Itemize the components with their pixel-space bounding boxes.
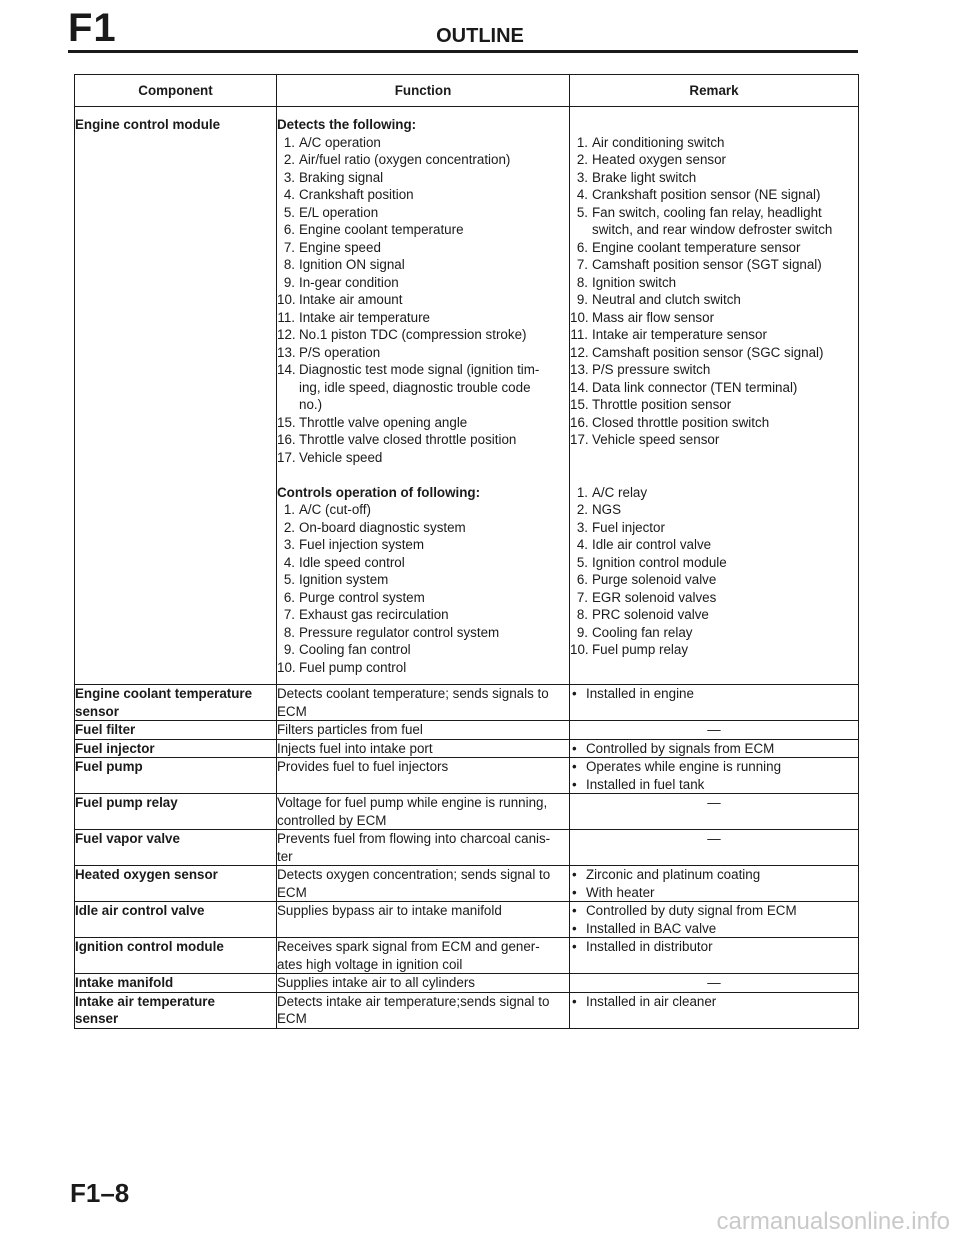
function-line: Detects coolant temperature; sends signals to — [277, 686, 549, 701]
item-number: 11. — [277, 309, 295, 325]
item-text: Neutral and clutch switch — [592, 292, 741, 307]
item-number: 10. — [570, 642, 589, 657]
remark-list-item — [570, 169, 858, 187]
item-text: Ignition switch — [592, 274, 677, 290]
remark-list-item — [570, 379, 858, 397]
function-list-item — [277, 239, 569, 257]
function-list-item — [277, 536, 569, 554]
function-list-item — [277, 641, 569, 659]
function-cell — [277, 794, 570, 830]
item-text: Brake light switch — [592, 169, 697, 185]
page-title: OUTLINE — [436, 25, 524, 47]
item-number: 3. — [283, 169, 295, 185]
item-number: 8. — [576, 274, 588, 290]
item-number: 12. — [277, 327, 296, 342]
component-cell — [75, 739, 277, 758]
item-text: Idle air control valve — [592, 537, 712, 552]
function-list-item — [277, 256, 569, 274]
item-text: no.) — [299, 397, 323, 412]
remark-list-item — [570, 624, 858, 642]
item-number: 8. — [283, 257, 295, 272]
function-cell — [277, 866, 570, 902]
column-header-function: Function — [277, 75, 570, 107]
remark-list-item — [570, 589, 858, 607]
function-cell — [277, 739, 570, 758]
page-number: F1–8 — [70, 1178, 130, 1208]
function-line: ECM — [277, 703, 307, 719]
function-list-item — [277, 344, 569, 362]
item-number: 2. — [283, 152, 295, 167]
column-header-component: Component — [75, 75, 277, 107]
item-text: E/L operation — [299, 204, 379, 220]
table-row — [75, 866, 859, 902]
function-cell — [277, 758, 570, 794]
table-row — [75, 938, 859, 974]
remark-text: Zirconic and platinum coating — [586, 867, 761, 882]
function-list-item — [277, 186, 569, 204]
item-text: Engine coolant temperature — [299, 222, 464, 237]
item-number: 15. — [570, 397, 589, 412]
function-list-item — [277, 309, 569, 327]
item-number: 9. — [576, 292, 588, 307]
remark-dash: — — [707, 975, 721, 990]
item-number — [277, 396, 299, 414]
table-row — [75, 758, 859, 794]
remark-list-item — [570, 134, 858, 152]
table-header-row — [75, 75, 859, 107]
function-cell — [277, 902, 570, 938]
function-cell — [277, 830, 570, 866]
function-list-item — [277, 624, 569, 642]
item-number: 4. — [283, 187, 295, 202]
item-text: ing, idle speed, diagnostic trouble code — [299, 379, 531, 395]
component-cell — [75, 721, 277, 740]
item-number: 5. — [576, 554, 588, 570]
component-line: Intake manifold — [75, 975, 174, 990]
function-list-item — [277, 221, 569, 239]
remark-bullet-item — [570, 740, 858, 758]
remark-list-item — [570, 641, 858, 659]
item-text: Ignition ON signal — [299, 257, 405, 272]
remark-cell — [570, 992, 859, 1028]
function-list-item — [277, 606, 569, 624]
item-number: 7. — [576, 257, 588, 272]
remark-list-item — [570, 571, 858, 589]
component-cell — [75, 992, 277, 1028]
item-text: Idle speed control — [299, 554, 405, 570]
item-text: Air conditioning switch — [592, 134, 725, 150]
item-text: Engine speed — [299, 239, 381, 255]
function-list-item — [277, 379, 569, 397]
remark-text: Installed in distributor — [586, 939, 713, 954]
remark-list-item — [570, 501, 858, 519]
component-line: Fuel filter — [75, 722, 136, 737]
detects-heading: Detects the following: — [277, 117, 417, 132]
item-text: Exhaust gas recirculation — [299, 607, 449, 622]
remark-text: Installed in air cleaner — [586, 993, 717, 1009]
remark-bullet-item — [570, 938, 858, 956]
remark-list-item — [570, 536, 858, 554]
component-line: Fuel pump relay — [75, 795, 178, 810]
item-number: 14. — [277, 362, 296, 377]
remark-bullet-item — [570, 758, 858, 776]
item-number: 13. — [570, 362, 589, 377]
item-text: Purge solenoid valve — [592, 572, 717, 587]
remark-list-item — [570, 256, 858, 274]
component-line: Ignition control module — [75, 939, 224, 954]
remark-list-item — [570, 274, 858, 292]
function-list-item — [277, 501, 569, 519]
component-line: Fuel vapor valve — [75, 831, 180, 846]
function-line: Supplies intake air to all cylinders — [277, 975, 475, 990]
item-text: A/C relay — [592, 484, 648, 500]
item-text: Fuel pump control — [299, 659, 407, 675]
item-number: 14. — [570, 379, 589, 395]
function-line: Injects fuel into intake port — [277, 740, 433, 756]
title-rule — [68, 50, 858, 53]
bullet-icon: • — [572, 939, 577, 954]
remark-list-item — [570, 151, 858, 169]
function-list-item — [277, 274, 569, 292]
table-row-ecm — [75, 107, 859, 685]
function-list-item — [277, 414, 569, 432]
item-text: Intake air temperature — [299, 309, 430, 325]
function-list-item — [277, 571, 569, 589]
item-text: Mass air flow sensor — [592, 309, 715, 325]
item-number: 12. — [570, 344, 589, 360]
item-number: 2. — [576, 152, 588, 167]
function-line: Receives spark signal from ECM and gener- — [277, 939, 540, 954]
remark-text: Installed in BAC valve — [586, 920, 717, 936]
component-cell — [75, 830, 277, 866]
function-list-item — [277, 396, 569, 414]
remark-list-item — [570, 239, 858, 257]
remark-bullet-item — [570, 884, 858, 902]
remark-text: Installed in fuel tank — [586, 776, 705, 792]
item-number: 11. — [570, 327, 588, 342]
item-text: Crankshaft position — [299, 187, 414, 202]
item-number: 3. — [283, 537, 295, 552]
remark-list-item — [570, 554, 858, 572]
item-text: Intake air amount — [299, 292, 403, 307]
remark-text: With heater — [586, 884, 655, 900]
component-cell — [75, 685, 277, 721]
function-list-item — [277, 169, 569, 187]
item-text: EGR solenoid valves — [592, 589, 717, 605]
item-number: 9. — [283, 642, 295, 657]
spacer — [570, 116, 858, 134]
component-cell — [75, 758, 277, 794]
table-row — [75, 794, 859, 830]
remark-cell — [570, 107, 859, 685]
item-number: 4. — [576, 187, 588, 202]
component-cell — [75, 902, 277, 938]
function-line: controlled by ECM — [277, 812, 387, 828]
bullet-icon: • — [572, 759, 577, 774]
function-list-item — [277, 449, 569, 467]
item-number: 8. — [576, 607, 588, 622]
remark-bullet-item — [570, 866, 858, 884]
item-number: 4. — [576, 537, 588, 552]
item-text: Vehicle speed sensor — [592, 432, 720, 447]
item-number: 6. — [576, 572, 588, 587]
remark-cell — [570, 794, 859, 830]
remark-cell — [570, 721, 859, 740]
function-list-item — [277, 659, 569, 677]
bullet-icon: • — [572, 884, 577, 900]
item-number: 16. — [570, 414, 589, 430]
item-number — [570, 221, 592, 239]
item-text: Purge control system — [299, 589, 425, 605]
spacer — [570, 466, 858, 484]
remark-list-item — [570, 484, 858, 502]
remark-list-item — [570, 361, 858, 379]
bullet-icon: • — [572, 740, 577, 756]
remark-list-item — [570, 396, 858, 414]
remark-bullet-item — [570, 993, 858, 1011]
spacer — [570, 449, 858, 467]
item-text: Fan switch, cooling fan relay, headlight — [592, 204, 822, 220]
item-number: 17. — [277, 449, 296, 465]
item-number: 6. — [283, 222, 295, 237]
remark-text: Controlled by duty signal from ECM — [586, 903, 797, 918]
remark-cell — [570, 830, 859, 866]
remark-list-item — [570, 309, 858, 327]
remark-list-item — [570, 291, 858, 309]
item-number: 6. — [576, 239, 588, 255]
function-list-item — [277, 431, 569, 449]
item-text: Heated oxygen sensor — [592, 152, 726, 167]
component-cell — [75, 974, 277, 993]
component-line: Engine coolant temperature — [75, 686, 253, 701]
remark-bullet-item — [570, 920, 858, 938]
remark-list-item — [570, 221, 858, 239]
item-number — [277, 379, 299, 397]
item-text: Intake air temperature sensor — [592, 327, 767, 342]
item-number: 5. — [283, 572, 295, 587]
remark-cell — [570, 938, 859, 974]
function-cell — [277, 974, 570, 993]
item-text: Pressure regulator control system — [299, 624, 500, 640]
item-number: 9. — [283, 274, 295, 290]
item-text: P/S operation — [299, 344, 381, 360]
remark-list-item — [570, 414, 858, 432]
item-text: A/C operation — [299, 134, 381, 150]
item-number: 8. — [283, 624, 295, 640]
item-number: 3. — [576, 519, 588, 535]
component-cell — [75, 866, 277, 902]
item-number: 1. — [283, 134, 295, 150]
remark-text: Operates while engine is running — [586, 759, 782, 774]
table-row — [75, 721, 859, 740]
section-code: F1 — [68, 6, 117, 50]
item-text: Fuel injection system — [299, 537, 425, 552]
function-line: Filters particles from fuel — [277, 722, 423, 737]
table-row — [75, 739, 859, 758]
function-cell — [277, 685, 570, 721]
item-text: Engine coolant temperature sensor — [592, 239, 801, 255]
component-line: Heated oxygen sensor — [75, 867, 218, 882]
item-text: P/S pressure switch — [592, 362, 711, 377]
item-number: 3. — [576, 169, 588, 185]
item-number: 17. — [570, 432, 589, 447]
remark-dash: — — [707, 722, 721, 737]
function-line: ter — [277, 848, 293, 864]
item-text: Fuel injector — [592, 519, 665, 535]
remark-list-item — [570, 344, 858, 362]
item-text: Data link connector (TEN terminal) — [592, 379, 798, 395]
item-text: Ignition control module — [592, 554, 727, 570]
item-number: 7. — [283, 239, 295, 255]
function-line: Detects intake air temperature;sends signal to — [277, 993, 550, 1009]
function-line: Detects oxygen concentration; sends signal to — [277, 867, 551, 882]
component-line: Fuel pump — [75, 759, 143, 774]
item-text: Ignition system — [299, 572, 389, 587]
function-cell — [277, 992, 570, 1028]
remark-bullet-item — [570, 776, 858, 794]
controls-heading: Controls operation of following: — [277, 484, 481, 500]
item-number: 2. — [576, 502, 588, 517]
table-row — [75, 992, 859, 1028]
item-number: 13. — [277, 344, 296, 360]
spacer — [277, 466, 569, 484]
item-text: Braking signal — [299, 169, 384, 185]
item-number: 1. — [576, 134, 588, 150]
function-list-item — [277, 291, 569, 309]
item-text: Crankshaft position sensor (NE signal) — [592, 187, 821, 202]
function-line: Voltage for fuel pump while engine is running, — [277, 795, 548, 810]
item-number: 7. — [576, 589, 588, 605]
bullet-icon: • — [572, 993, 577, 1009]
function-line: ECM — [277, 884, 307, 900]
item-text: Throttle position sensor — [592, 397, 732, 412]
component-line: Fuel injector — [75, 740, 155, 756]
item-text: Cooling fan relay — [592, 624, 693, 640]
remark-cell — [570, 866, 859, 902]
item-number: 1. — [283, 502, 295, 517]
remark-list-item — [570, 204, 858, 222]
item-text: Cooling fan control — [299, 642, 411, 657]
remark-bullet-item — [570, 685, 858, 703]
item-number: 10. — [277, 659, 296, 675]
remark-list-item — [570, 186, 858, 204]
item-text: NGS — [592, 502, 622, 517]
remark-text: Installed in engine — [586, 686, 694, 701]
component-line: Intake air temperature — [75, 993, 215, 1009]
function-list-item — [277, 204, 569, 222]
item-text: Fuel pump relay — [592, 642, 689, 657]
component-line: Idle air control valve — [75, 903, 205, 918]
component-cell — [75, 938, 277, 974]
remark-list-item — [570, 326, 858, 344]
item-text: Diagnostic test mode signal (ignition tim- — [299, 362, 540, 377]
remark-cell — [570, 974, 859, 993]
bullet-icon: • — [572, 776, 577, 792]
component-cell — [75, 794, 277, 830]
remark-list-item — [570, 431, 858, 449]
item-number: 6. — [283, 589, 295, 605]
item-number: 15. — [277, 414, 296, 430]
function-list-item — [277, 151, 569, 169]
column-header-remark: Remark — [570, 75, 859, 107]
item-number: 9. — [576, 624, 588, 640]
item-number: 10. — [277, 292, 296, 307]
function-list-item — [277, 134, 569, 152]
item-text: Air/fuel ratio (oxygen concentration) — [299, 152, 511, 167]
table-row — [75, 830, 859, 866]
item-text: Throttle valve opening angle — [299, 414, 468, 430]
function-list-item — [277, 519, 569, 537]
remark-cell — [570, 758, 859, 794]
item-text: A/C (cut-off) — [299, 502, 371, 517]
function-cell — [277, 721, 570, 740]
item-number: 2. — [283, 519, 295, 535]
component-line: senser — [75, 1011, 119, 1026]
item-text: Camshaft position sensor (SGC signal) — [592, 344, 824, 360]
item-text: Vehicle speed — [299, 449, 383, 465]
function-list-item — [277, 589, 569, 607]
bullet-icon: • — [572, 867, 577, 882]
item-number: 4. — [283, 554, 295, 570]
function-list-item — [277, 361, 569, 379]
remark-list-item — [570, 606, 858, 624]
remark-cell — [570, 685, 859, 721]
function-line: Provides fuel to fuel injectors — [277, 759, 449, 774]
function-cell — [277, 107, 570, 685]
item-number: 5. — [576, 204, 588, 220]
item-text: No.1 piston TDC (compression stroke) — [299, 327, 527, 342]
remark-cell — [570, 739, 859, 758]
item-text: PRC solenoid valve — [592, 607, 709, 622]
function-cell — [277, 938, 570, 974]
bullet-icon: • — [572, 903, 577, 918]
item-text: On-board diagnostic system — [299, 519, 466, 535]
item-text: In-gear condition — [299, 274, 399, 290]
table-row — [75, 685, 859, 721]
remark-dash: — — [707, 831, 721, 846]
item-number: 16. — [277, 432, 296, 447]
item-number: 7. — [283, 607, 295, 622]
component-line: sensor — [75, 703, 119, 719]
outline-table — [74, 74, 859, 1029]
remark-dash: — — [707, 795, 721, 810]
function-list-item — [277, 326, 569, 344]
item-text: Throttle valve closed throttle position — [299, 432, 517, 447]
bullet-icon: • — [572, 920, 577, 936]
function-list-item — [277, 554, 569, 572]
item-number: 10. — [570, 309, 589, 325]
function-line: Prevents fuel from flowing into charcoal canis- — [277, 831, 551, 846]
watermark: carmanualsonline.info — [716, 1208, 950, 1235]
bullet-icon: • — [572, 686, 577, 701]
remark-list-item — [570, 519, 858, 537]
function-line: ates high voltage in ignition coil — [277, 956, 463, 972]
item-text: Closed throttle position switch — [592, 414, 770, 430]
remark-bullet-item — [570, 902, 858, 920]
item-number: 5. — [283, 204, 295, 220]
item-number: 1. — [576, 484, 588, 500]
function-line: ECM — [277, 1011, 307, 1026]
table-row — [75, 902, 859, 938]
function-line: Supplies bypass air to intake manifold — [277, 903, 502, 918]
remark-cell — [570, 902, 859, 938]
remark-text: Controlled by signals from ECM — [586, 740, 775, 756]
item-text: switch, and rear window defroster switch — [592, 222, 833, 237]
item-text: Camshaft position sensor (SGT signal) — [592, 257, 822, 272]
component-cell: Engine control module — [75, 107, 277, 685]
table-row — [75, 974, 859, 993]
